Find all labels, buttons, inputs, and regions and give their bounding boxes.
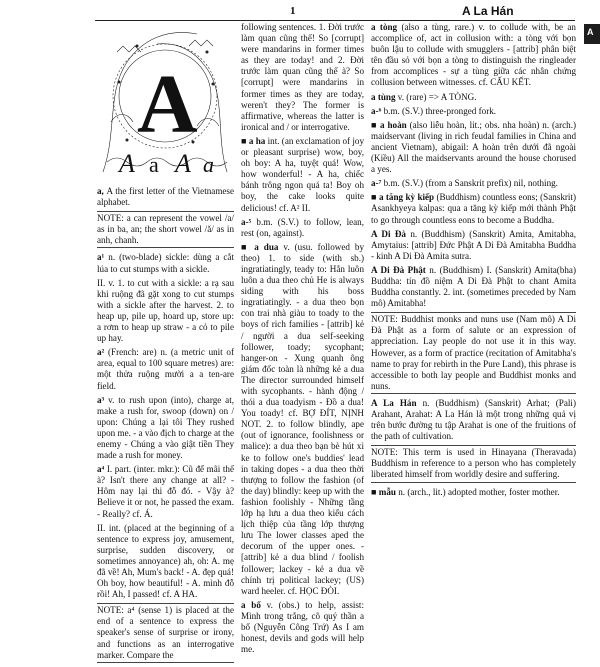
entry-headword: ■ mẫu <box>371 486 399 497</box>
dictionary-subsense <box>97 278 234 345</box>
dictionary-entry <box>241 217 364 239</box>
thumb-index-tab <box>584 24 600 44</box>
column-1 <box>97 22 234 667</box>
dictionary-continuation <box>241 22 364 133</box>
note-text: NOTE: Buddhist monks and nuns use (Nam mô) A Di Đà Phật as a form of salute or an expression of appreciation. Lay people do not use it in this way. However, as a form of practice (recitation of Amitabha's name to pray for rebirth in the Pure Land), this phrase is accessible to both lay people and Buddhist monks and nuns. <box>371 314 576 391</box>
dictionary-entry <box>371 92 576 103</box>
entry-body: int. (an exclamation of joy or pleasant surprise) wow, boy, oh boy: A ha, tuyệt quá! Wow, how wonderful! - A ha, chiếc bánh trông ngon quá ta! Boy oh boy, the cake looks quite delicious! cf. A² II. <box>241 135 364 213</box>
entry-headword: a, <box>97 186 107 196</box>
column-2 <box>241 22 364 658</box>
entry-headword: ■ a hoàn <box>371 119 410 130</box>
svg-text:A: A <box>137 58 198 151</box>
running-head: A La Hán <box>462 4 514 18</box>
dictionary-entry <box>241 600 364 655</box>
usage-note <box>97 211 234 248</box>
entry-headword: A Di Đà <box>371 228 411 239</box>
entry-body: I. part. (inter. mkr.): Cũ để mãi thế à? Isn't there any change at all? - Hôm nay lại thi đỗ đó. - Vậy à? Believe it or not, he passed the exam. - Really? cf. Á. <box>97 464 234 519</box>
entry-headword: ■ a tăng kỳ kiếp <box>371 192 437 203</box>
dictionary-entry <box>241 136 364 214</box>
usage-note <box>371 445 576 482</box>
entry-body: A the first letter of the Vietnamese alphabet. <box>97 186 235 208</box>
entry-body: v. (obs.) to help, assist: Mình trong trắng, cõ quý thần a bổ (Nguyễn Công Trứ) As I am honest, devils and gods will help me. <box>241 599 364 655</box>
usage-note <box>97 603 234 662</box>
svg-text:a: a <box>149 152 159 177</box>
column-3 <box>371 22 576 501</box>
entry-headword: a-⁵ <box>241 216 257 227</box>
entry-body: n. (Buddhism) I. (Sanskrit) Amita(bha) Buddha: tín đồ niệm A Di Đà Phật to chant Amita Buddha constantly. 2. int. (sometimes preceded by Nam mô) Amitabha! <box>371 264 576 309</box>
dictionary-entry <box>371 487 576 498</box>
dictionary-entry <box>97 186 234 208</box>
entry-body: II. v. 1. to cut with a sickle: a rạ sau khi ruộng đã gặt xong to cut stumps with a sickle after the harvest. 2. to heap up, pile up, hoard up, store up: a rơm to heap up straw - a cỏ to pile up hay. <box>97 277 234 344</box>
dictionary-entry <box>97 395 234 462</box>
entry-body: v. (usu. followed by theo) 1. to side (with sb.) ingratiatingly, teady to: Hắn luôn luôn a dua theo chủ He is always siding with his boss ingratiatingly. - a dua theo bọn con trai nhà giàu to toady to the boys of rich families - [attrib] kẻ / người a dua self-seeking follower, toady; sycophant; hanger-on - Xung quanh ông giám đốc toàn là những kẻ a dua The director surrounded himself with sycophants. - hành động / thói a dua toadyism - Đồ a dua! You toady! cf. BỢ ĐÍT, NỊNH NOT. 2. to follow blindly, ape (out of ignorance, foolishness or malice): a dua theo bạn bè hút xì ke to follow one's buddies' lead in taking dopes - a dua theo thời thượng to follow the fashion (of the day) blindly: keep up with the fashion foolishly - Những tầng lớp hạ lưu a dua theo kiểu cách lịch thiệp của tầng lớp thượng lưu The lower classes aped the decorum of the upper ones. - [attrib] kẻ a dua blind / foolish follower; lackey - kẻ a dua về chính trị political lackey; (US) ward heeler. cf. HỌC ĐÒI. <box>241 241 364 596</box>
dictionary-entry <box>371 265 576 309</box>
entry-headword: a¹ <box>97 252 109 263</box>
entry-headword: a³ <box>97 394 109 405</box>
dictionary-entry <box>371 398 576 442</box>
entry-headword: ■ a dua <box>241 241 284 252</box>
usage-note <box>371 312 576 394</box>
entry-body: v. (rare) => A TÒNG. <box>397 91 477 102</box>
dictionary-entry <box>371 106 576 117</box>
dictionary-entry <box>371 22 576 89</box>
entry-body: n. (arch., lit.) adopted mother, foster mother. <box>398 486 560 497</box>
dictionary-entry <box>97 464 234 519</box>
page-number: 1 <box>290 5 296 17</box>
entry-body: n. (Buddhism) (Sanskrit) Arhat; (Pali) Arahant, Arahat: A La Hán là một trong những quả vị trên bước đường tu tập Arahat is one of the fruitions of the path of cultivation. <box>371 397 576 442</box>
dictionary-entry <box>241 242 364 597</box>
dictionary-entry <box>371 178 576 189</box>
note-text: NOTE: a can represent the vowel /a/ as in ba, an; the short vowel /ă/ as in anh, chanh. <box>97 213 234 246</box>
dictionary-entry <box>371 120 576 175</box>
entry-body: n. (two-blade) sickle: dùng a cắt lúa to cut stumps with a sickle. <box>97 252 234 274</box>
entry-headword: A La Hán <box>371 397 423 408</box>
entry-headword: a tùng <box>371 91 398 102</box>
entry-body: v. to rush upon (into), charge at, make a rush for, swoop (down) on / upon: Chúng a lại tôi They rushed upon me. - a vào địch to charge at the enemy - Chúng a vào giật tiền They made a rush for money. <box>97 394 235 461</box>
entry-body: b.m. (S.V.) (from a Sanskrit prefix) nil, nothing. <box>383 178 558 189</box>
note-text: NOTE: a⁴ (sense 1) is placed at the end of a sentence to express the speaker's sense of surprise or irony, and functions as an interrogative marker. Compare the <box>97 605 234 660</box>
svg-text:a: a <box>203 152 214 177</box>
entry-headword: a-⁷ <box>371 178 384 189</box>
svg-text:A: A <box>175 149 191 178</box>
dictionary-entry <box>371 192 576 225</box>
entry-headword: a² <box>97 347 108 358</box>
entry-headword: ■ a ha <box>241 135 268 146</box>
svg-text:A: A <box>119 149 135 178</box>
entry-body: II. int. (placed at the beginning of a sentence to express joy, amusement, surprise, sudden discovery, or sometimes annoyance) ah, oh: A. mẹ đã về! Ah, Mum's back! - A. đẹp quá! Oh boy, how beautiful! - A. mình đỗ rồi! Ah, I passed! cf. A HA. <box>97 522 235 600</box>
note-text: NOTE: This term is used in Hinayana (Theravada) Buddhism in reference to a person who has completely liberated himself from worldly desire and suffering. <box>371 447 576 480</box>
entry-body: n. (Buddhism) (Sanskrit) Amita, Amitabha, Amytaius: [attrib] Đức Phật A Di Đà Amitabha Buddha - kinh A Di Đà Amita sutra. <box>371 228 576 261</box>
entry-headword: a tòng <box>371 22 402 32</box>
entry-body: b.m. (S.V.) to follow, lean, rest (on, against). <box>241 216 365 238</box>
entry-body: (French: are) n. (a metric unit of area, equal to 100 square metres) are: một thửa ruộng mười a a ten-are field. <box>97 347 234 391</box>
decorative-letter-a-illustration <box>97 22 234 182</box>
dictionary-entry <box>97 347 234 391</box>
entry-headword: a-⁶ <box>371 105 384 116</box>
header-rule <box>95 20 575 21</box>
entry-body: following sentences. 1. Đời trước làm quan cũng thế! So [corrupt] were mandarins in former times as they are today! and 2. Đời trước làm quan cũng thế à? So [corrupt] were mandarins in former times as they are today, weren't they? The former is affirmative, whereas the latter is ironical and / or interrogative. <box>241 22 364 132</box>
dictionary-entry <box>97 252 234 274</box>
dictionary-subsense <box>97 523 234 601</box>
entry-body: (also liễu hoàn, lit.; obs. nha hoàn) n. (arch.) maidservant (living in rich feudal families in China and ancient Vietnam), abigail: A hoàn trên dưới đã ngoài (Kiều) All the maidservants around the house chorused a yes. <box>371 119 576 175</box>
entry-body: (Buddhism) countless eons; (Sanskrit) Asankhyeya kalpas: qua a tăng kỳ kiếp mới thành Phật to go through countless eons to become a Buddha. <box>371 192 576 225</box>
entry-body: b.m. (S.V.) three-pronged fork. <box>383 105 497 116</box>
thumb-tab-letter: A <box>587 27 594 37</box>
entry-body: (also a tùng, rare.) v. to collude with, be an accomplice of, act in collusion with: a tòng với bọn buôn lậu to collude with smugglers - [attrib] phân biệt tên đầu sỏ với bọn a tòng to distinguish the ringleader from accomplices - sự a tùng giữa các nhân chứng collusion between witnesses. cf. CẤU KẾT. <box>371 22 576 88</box>
page-header <box>0 0 600 22</box>
entry-headword: a bổ <box>241 599 267 610</box>
dictionary-entry <box>371 229 576 262</box>
entry-headword: a⁴ <box>97 464 107 475</box>
entry-headword: A Di Đà Phật <box>371 264 430 275</box>
